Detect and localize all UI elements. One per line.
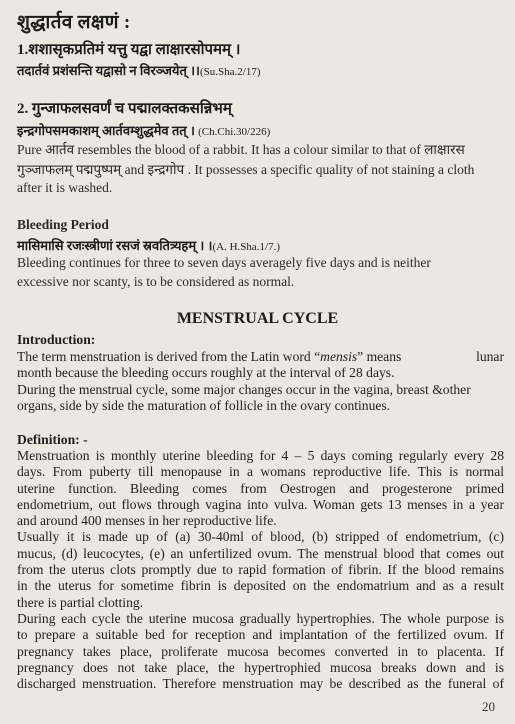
pure-skt-d: पद्मपुष्पम् [75, 162, 122, 177]
pure-skt-c: गुञ्जाफलम् [17, 162, 73, 177]
def-line: discharged menstruation. Therefore menstruation may be described as the funeral of [17, 676, 504, 692]
verse-1-line-1: 1.शशासृकप्रतिमं यत्तु यद्वा लाक्षारसोपमम् । [17, 42, 241, 58]
definition-body [17, 448, 504, 692]
pure-para-line-2 [17, 160, 474, 178]
def-line: there is partial clotting. [17, 594, 144, 610]
pure-skt-b: लाक्षारस [424, 142, 465, 157]
def-line: pregnancy does not take place, the hypertrophied mucosa breaks down and is [17, 659, 504, 675]
section-title: MENSTRUAL CYCLE [176, 310, 339, 327]
def-line: endometrium, out flows through vagina into vulva. Woman gets 13 menses in a year [17, 496, 504, 512]
pure-text-c: and [121, 162, 148, 177]
introduction-body [17, 349, 504, 414]
bleeding-period-heading: Bleeding Period [17, 217, 109, 232]
bleeding-verse-reference: (A. H.Sha.1/7.) [212, 241, 280, 253]
bleeding-line-2: excessive nor scanty, is to be considered as normal. [17, 274, 295, 289]
bleeding-verse [17, 236, 280, 254]
pure-para-line-1 [17, 140, 465, 158]
bleeding-verse-text: मासिमासि रजःस्त्रीणां रसजं स्रवतित्र्यहम् । । [17, 238, 213, 253]
def-line: mucus, (d) leucocytes, (e) an unfertilized ovum. The menstrual blood that comes out [17, 545, 504, 561]
verse-2-line-2-text: इन्द्रगोपसमकाशम् आर्तवम्शुद्धमेव तत् । [17, 123, 195, 138]
intro-line-1 [17, 349, 504, 365]
pure-para-line-3: after it is washed. [17, 180, 113, 195]
intro-line-1-b: ” means [357, 349, 402, 364]
pure-skt-e: इन्द्रगोप [147, 162, 185, 177]
def-line: pregnancy takes place, proliferate mucosa becomes converted in to placenta. If [17, 643, 504, 659]
def-line: uterine function. Bleeding comes from Oestrogen and progesterone primed [17, 480, 504, 496]
introduction-heading: Introduction: [17, 332, 96, 347]
bleeding-line-1: Bleeding continues for three to seven days averagely five days and is neither [17, 255, 431, 270]
verse-2-line-1: 2. गुन्जाफलसवर्णं च पद्मालक्तकसन्निभम् [17, 101, 232, 117]
verse-1-line-2 [17, 61, 261, 79]
sanskrit-heading: शुद्धार्तव लक्षणं : [17, 12, 131, 33]
intro-line-4: organs, side by side the maturation of follicle in the ovary continues. [17, 397, 391, 413]
verse-1-line-2-text: तदार्तवं प्रशंसन्ति यद्वासो न विरञ्जयेत् ।। [17, 63, 200, 78]
verse-2-line-2 [17, 121, 270, 139]
def-line: During each cycle the uterine mucosa gradually hypertrophies. The whole purpose is [17, 610, 504, 626]
def-line: Menstruation is monthly uterine bleeding for 4 – 5 days coming regularly every 28 [17, 448, 504, 463]
definition-heading: Definition: - [17, 432, 88, 447]
pure-skt-a: आर्तव [45, 142, 75, 157]
verse-2-reference: (Ch.Chi.30/226) [198, 126, 271, 138]
pure-text-d: . It possesses a specific quality of not staining a cloth [184, 162, 475, 177]
page-number: 20 [482, 699, 495, 714]
def-line: from the uterus clots promptly due to rapid formation of fibrin. If the blood remains [17, 562, 504, 578]
intro-latin-word: mensis [320, 349, 358, 364]
def-line: in the uterus for sometime fibrin is deposited on the endomatrium and as a result [17, 578, 504, 594]
def-line: days. From puberty till menopause in a womans reproductive life. This is normal [17, 464, 504, 480]
intro-line-3: During the menstrual cycle, some major changes occur in the vagina, breast &other [17, 381, 471, 397]
intro-line-2: month because the bleeding occurs roughly at the interval of 28 days. [17, 365, 395, 381]
pure-text-a: Pure [17, 142, 46, 157]
def-line: Usually it is made up of (a) 30-40ml of blood, (b) stripped of endometrium, (c) [17, 529, 504, 545]
def-line: and around 400 menses in her reproductive life. [17, 513, 277, 529]
intro-line-1-c: lunar [476, 349, 504, 364]
intro-line-1-a: The term menstruation is derived from the Latin word “ [17, 349, 321, 364]
pure-text-b: resembles the blood of a rabbit. It has a colour similar to that of [74, 142, 425, 157]
def-line: to prepare a suitable bed for reception and implantation of the fertilized ovum. If [17, 627, 504, 643]
verse-1-reference: (Su.Sha.2/17) [200, 66, 261, 78]
